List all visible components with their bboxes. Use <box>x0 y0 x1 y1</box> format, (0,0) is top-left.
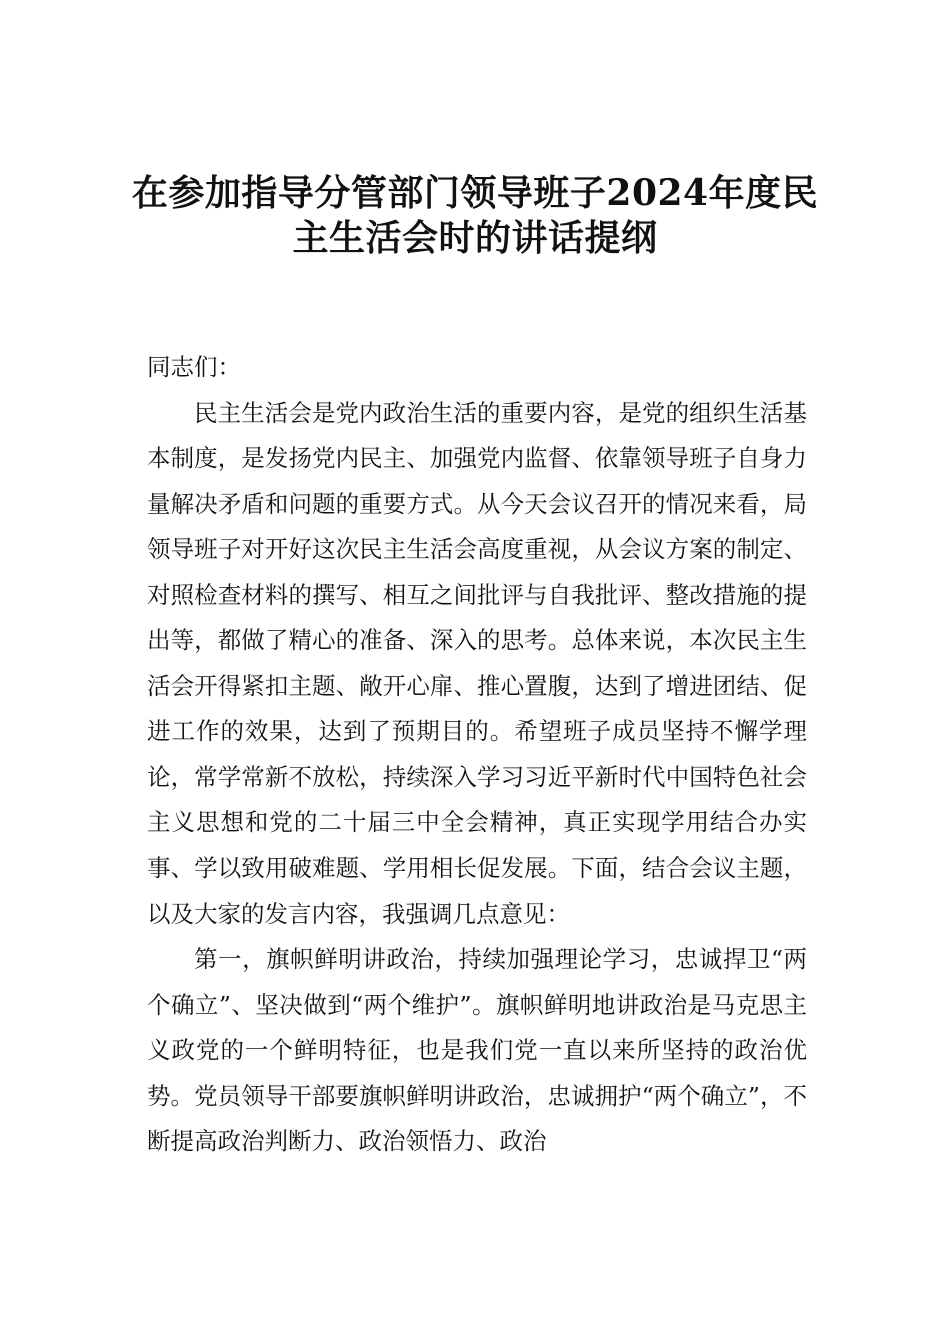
document-body <box>147 345 807 1165</box>
document-title-line-1: 在参加指导分管部门领导班子2024年度民 <box>131 172 819 214</box>
document-title-line-2: 主生活会时的讲话提纲 <box>292 217 658 259</box>
salutation: 同志们： <box>147 353 241 381</box>
body-paragraph: 第一，旗帜鲜明讲政治，持续加强理论学习，忠诚捍卫“两个确立”、坚决做到“两个维护”。旗帜鲜明地讲政治是马克思主义政党的一个鲜明特征，也是我们党一直以来所坚持的政治优势。党员领导干部要旗帜鲜明讲政治，忠诚拥护“两个确立”，不断提高政治判断力、政治领悟力、政治 <box>147 945 807 1156</box>
body-paragraph: 民主生活会是党内政治生活的重要内容，是党的组织生活基本制度，是发扬党内民主、加强党内监督、依靠领导班子自身力量解决矛盾和问题的重要方式。从今天会议召开的情况来看，局领导班子对开好这次民主生活会高度重视，从会议方案的制定、对照检查材料的撰写、相互之间批评与自我批评、整改措施的提出等，都做了精心的准备、深入的思考。总体来说，本次民主生活会开得紧扣主题、敞开心扉、推心置腹，达到了增进团结、促进工作的效果，达到了预期目的。希望班子成员坚持不懈学理论，常学常新不放松，持续深入学习习近平新时代中国特色社会主义思想和党的二十届三中全会精神，真正实现学用结合办实事、学以致用破难题、学用相长促发展。下面，结合会议主题，以及大家的发言内容，我强调几点意见： <box>147 398 807 928</box>
